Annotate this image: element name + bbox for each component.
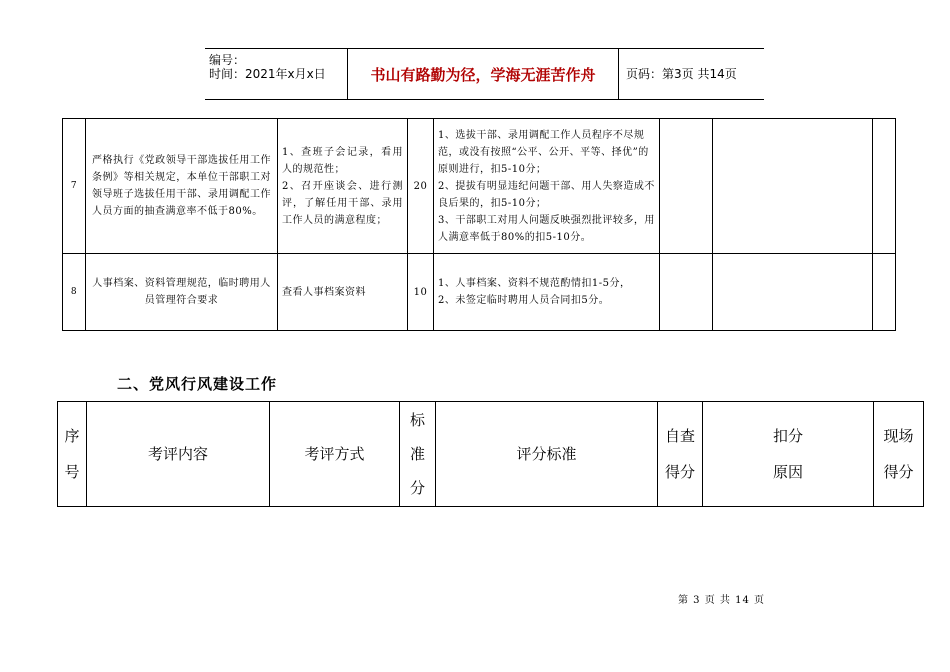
deduction-reason-cell bbox=[713, 254, 873, 331]
row-method bbox=[278, 254, 408, 331]
method-line: 2、召开座谈会、进行测评，了解任用干部、录用工作人员的满意程度； bbox=[282, 180, 403, 226]
header-criteria: 评分标准 bbox=[436, 402, 658, 507]
table-row bbox=[63, 119, 896, 254]
header-onsite-score: 现场 得分 bbox=[874, 402, 924, 507]
deduction-reason-cell bbox=[713, 119, 873, 254]
method-line: 查看人事档案资料 bbox=[282, 286, 366, 298]
header-motto-cell bbox=[347, 49, 619, 99]
header-standard-score: 标 准 分 bbox=[400, 402, 436, 507]
row-index: 7 bbox=[63, 119, 86, 254]
row-index: 8 bbox=[63, 254, 86, 331]
document-time-label: 时间：2021年x月x日 bbox=[209, 67, 326, 81]
row-criteria bbox=[434, 254, 660, 331]
header-method: 考评方式 bbox=[270, 402, 400, 507]
self-score-cell bbox=[660, 119, 713, 254]
header-page-cell bbox=[618, 49, 764, 99]
row-content: 人事档案、资料管理规范，临时聘用人员管理符合要求 bbox=[86, 254, 278, 331]
document-number-label: 编号： bbox=[209, 53, 246, 67]
criteria-line: 2、未签定临时聘用人员合同扣5分。 bbox=[438, 295, 610, 306]
criteria-line: 3、干部职工对用人问题反映强烈批评较多，用人满意率低于80%的扣5-10分。 bbox=[438, 214, 655, 243]
row-criteria bbox=[434, 119, 660, 254]
section-table-header bbox=[57, 401, 924, 507]
row-content: 严格执行《党政领导干部选拔任用工作条例》等相关规定，本单位干部职工对领导班子选拔任用干部、录用调配工作人员方面的抽查满意率不低于80%。 bbox=[86, 119, 278, 254]
row-method bbox=[278, 119, 408, 254]
table-header-row bbox=[58, 402, 924, 507]
onsite-score-cell bbox=[873, 119, 896, 254]
header-left-cell bbox=[205, 49, 347, 99]
table-row bbox=[63, 254, 896, 331]
onsite-score-cell bbox=[873, 254, 896, 331]
criteria-line: 1、人事档案、资料不规范酌情扣1-5分， bbox=[438, 278, 631, 289]
page-header bbox=[205, 48, 764, 100]
criteria-line: 1、选拔干部、录用调配工作人员程序不尽规范，或没有按照“公平、公开、平等、择优”的原则进行，扣5-10分； bbox=[438, 129, 649, 175]
section-title: 二、党风行风建设工作 bbox=[117, 375, 278, 393]
self-score-cell bbox=[660, 254, 713, 331]
header-deduction-reason: 扣分 原因 bbox=[703, 402, 874, 507]
row-standard-score: 20 bbox=[408, 119, 434, 254]
header-index: 序 号 bbox=[58, 402, 87, 507]
page-footer: 第 3 页 共 14 页 bbox=[678, 595, 765, 606]
row-standard-score: 10 bbox=[408, 254, 434, 331]
method-line: 1、查班子会记录，看用人的规范性； bbox=[282, 146, 403, 175]
header-self-score: 自查 得分 bbox=[658, 402, 703, 507]
evaluation-table-continued bbox=[62, 118, 896, 331]
header-motto: 书山有路勤为径，学海无涯苦作舟 bbox=[370, 65, 596, 84]
header-page-label: 页码：第3页 共14页 bbox=[626, 67, 737, 81]
header-content: 考评内容 bbox=[87, 402, 270, 507]
criteria-line: 2、提拔有明显违纪问题干部、用人失察造成不良后果的，扣5-10分； bbox=[438, 180, 655, 209]
